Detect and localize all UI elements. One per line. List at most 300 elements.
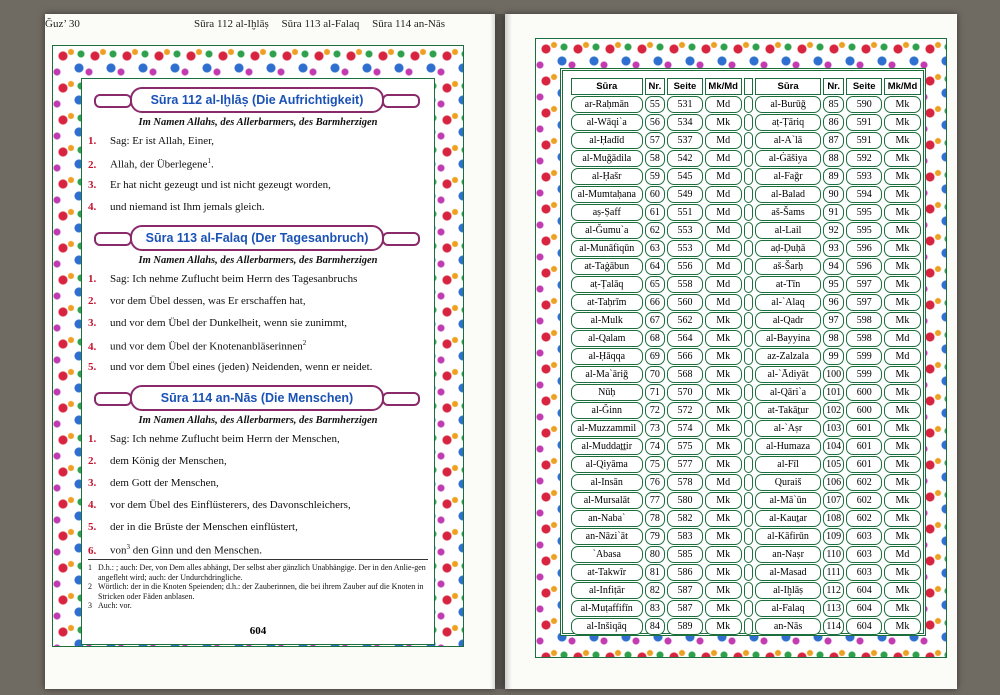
- page-cell: 553: [667, 240, 702, 257]
- sura-name-cell: al-Insān: [571, 474, 643, 491]
- page-cell: 574: [667, 420, 702, 437]
- sura-number-cell: 55: [645, 96, 666, 113]
- verse: [88, 273, 428, 285]
- sura-name-cell: ar-Raḥmān: [571, 96, 643, 113]
- verse-text: dem Gott der Menschen,: [110, 477, 219, 489]
- verse-text: und vor dem Übel der Dunkelheit, wenn sie zunimmt,: [110, 317, 348, 329]
- sura-name-cell: an-Naṣr: [755, 546, 821, 563]
- column-gap: [744, 114, 754, 131]
- revelation-cell: Mk: [884, 474, 921, 491]
- sura-number-cell: 77: [645, 492, 666, 509]
- verse-number: 3.: [88, 179, 97, 191]
- sura-number-cell: 60: [645, 186, 666, 203]
- revelation-cell: Md: [705, 186, 742, 203]
- sura-name-cell: at-Taġābun: [571, 258, 643, 275]
- column-gap: [744, 96, 754, 113]
- page-cell: 598: [846, 312, 881, 329]
- sura-number-cell: 110: [823, 546, 845, 563]
- sura-name-cell: al-Falaq: [755, 600, 821, 617]
- revelation-cell: Mk: [884, 600, 921, 617]
- verse-number: 3.: [88, 317, 97, 329]
- sura-number-cell: 107: [823, 492, 845, 509]
- revelation-cell: Mk: [705, 564, 742, 581]
- sura-name-cell: al-A`lā: [755, 132, 821, 149]
- sura-number-cell: 59: [645, 168, 666, 185]
- revelation-cell: Md: [705, 168, 742, 185]
- verse-number: 4.: [88, 340, 97, 353]
- page-cell: 600: [846, 402, 881, 419]
- table-row: [571, 618, 921, 635]
- basmala: Im Namen Allahs, des Allerbarmers, des Barmherzigen: [138, 117, 378, 128]
- sura-number-cell: 83: [645, 600, 666, 617]
- sura-name-cell: at-Takwīr: [571, 564, 643, 581]
- page-cell: 594: [846, 186, 881, 203]
- table-row: [571, 312, 921, 329]
- revelation-cell: Mk: [705, 114, 742, 131]
- page-cell: 591: [846, 114, 881, 131]
- page-cell: 580: [667, 492, 702, 509]
- sura-name-cell: an-Nās: [755, 618, 821, 635]
- verse-number: 2.: [88, 295, 97, 307]
- sura-number-cell: 71: [645, 384, 666, 401]
- page-cell: 556: [667, 258, 702, 275]
- sura-number-cell: 103: [823, 420, 845, 437]
- page-cell: 597: [846, 276, 881, 293]
- page-cell: 551: [667, 204, 702, 221]
- running-head-sura: Sūra 113 al-Falaq: [281, 18, 360, 30]
- sura-name-cell: `Abasa: [571, 546, 643, 563]
- sura-index-panel: [560, 68, 926, 636]
- column-gap: [744, 222, 754, 239]
- sura-number-cell: 63: [645, 240, 666, 257]
- sura-name-cell: at-Taḥrīm: [571, 294, 643, 311]
- page-cell: 604: [846, 582, 881, 599]
- sura-number-cell: 65: [645, 276, 666, 293]
- sura-number-cell: 112: [823, 582, 845, 599]
- revelation-cell: Mk: [884, 150, 921, 167]
- sura-number-cell: 111: [823, 564, 845, 581]
- sura-number-cell: 85: [823, 96, 845, 113]
- page-cell: 603: [846, 528, 881, 545]
- sura-name-cell: al-Kauṯar: [755, 510, 821, 527]
- page-cell: 558: [667, 276, 702, 293]
- sura-title: Sūra 114 an-Nās (Die Menschen): [130, 385, 384, 411]
- sura-name-cell: aš-Šarḥ: [755, 258, 821, 275]
- revelation-cell: Md: [705, 276, 742, 293]
- revelation-cell: Mk: [705, 456, 742, 473]
- footnote: [88, 601, 428, 611]
- sura-number-cell: 87: [823, 132, 845, 149]
- page-cell: 587: [667, 600, 702, 617]
- revelation-cell: Md: [705, 474, 742, 491]
- sura-number-cell: 101: [823, 384, 845, 401]
- sura-number-cell: 93: [823, 240, 845, 257]
- page-cell: 602: [846, 510, 881, 527]
- sura-name-cell: al-Qalam: [571, 330, 643, 347]
- page-cell: 593: [846, 168, 881, 185]
- sura-number-cell: 76: [645, 474, 666, 491]
- verse-number: 4.: [88, 201, 97, 213]
- revelation-cell: Mk: [705, 330, 742, 347]
- page-cell: 568: [667, 366, 702, 383]
- juz-label: Ğuz’ 30: [45, 18, 80, 30]
- column-gap: [744, 240, 754, 257]
- revelation-cell: Mk: [884, 438, 921, 455]
- revelation-cell: Mk: [705, 384, 742, 401]
- sura-name-cell: al-Lail: [755, 222, 821, 239]
- page-cell: 604: [846, 618, 881, 635]
- revelation-cell: Md: [705, 132, 742, 149]
- sura-name-cell: al-Muzzammil: [571, 420, 643, 437]
- revelation-cell: Mk: [884, 204, 921, 221]
- col-header-seite: Seite: [846, 78, 881, 95]
- page-cell: 596: [846, 258, 881, 275]
- sura-number-cell: 56: [645, 114, 666, 131]
- revelation-cell: Mk: [705, 510, 742, 527]
- page-cell: 562: [667, 312, 702, 329]
- revelation-cell: Mk: [884, 384, 921, 401]
- revelation-cell: Md: [884, 330, 921, 347]
- sura-name-cell: al-Ḥadīd: [571, 132, 643, 149]
- col-header-sura: Sūra: [755, 78, 821, 95]
- sura-number-cell: 82: [645, 582, 666, 599]
- footnote-number: 1: [88, 563, 92, 572]
- sura-number-cell: 81: [645, 564, 666, 581]
- page-cell: 575: [667, 438, 702, 455]
- revelation-cell: Mk: [705, 492, 742, 509]
- page-cell: 545: [667, 168, 702, 185]
- column-gap: [744, 528, 754, 545]
- verse: [88, 179, 428, 191]
- table-row: [571, 438, 921, 455]
- page-cell: 566: [667, 348, 702, 365]
- basmala: Im Namen Allahs, des Allerbarmers, des Barmherzigen: [138, 255, 378, 266]
- table-row: [571, 222, 921, 239]
- sura-number-cell: 68: [645, 330, 666, 347]
- column-gap: [744, 204, 754, 221]
- verse-text: Sag: Er ist Allah, Einer,: [110, 135, 215, 147]
- page-cell: 560: [667, 294, 702, 311]
- verse: [88, 157, 428, 171]
- revelation-cell: Md: [705, 222, 742, 239]
- col-header-mkmd: Mk/Md: [705, 78, 742, 95]
- col-header-nr: Nr.: [823, 78, 845, 95]
- page-cell: 564: [667, 330, 702, 347]
- table-row: [571, 528, 921, 545]
- verse: [88, 135, 428, 147]
- running-head-sura: Sūra 114 an-Nās: [372, 18, 445, 30]
- revelation-cell: Mk: [884, 168, 921, 185]
- verse-text-end: den Ginn und den Menschen.: [130, 544, 262, 557]
- column-gap: [744, 366, 754, 383]
- column-gap: [744, 348, 754, 365]
- revelation-cell: Mk: [884, 96, 921, 113]
- verse: [88, 499, 428, 511]
- revelation-cell: Md: [705, 240, 742, 257]
- sura-number-cell: 74: [645, 438, 666, 455]
- col-header-mkmd: Mk/Md: [884, 78, 921, 95]
- sura-name-cell: al-Humaza: [755, 438, 821, 455]
- table-row: [571, 330, 921, 347]
- sura-number-cell: 78: [645, 510, 666, 527]
- footnote-ref[interactable]: 3: [126, 543, 130, 551]
- column-gap: [744, 186, 754, 203]
- page-cell: 602: [846, 474, 881, 491]
- page-cell: 591: [846, 132, 881, 149]
- sura-name-cell: at-Tīn: [755, 276, 821, 293]
- sura-number-cell: 114: [823, 618, 845, 635]
- verse-text: vor dem Übel dessen, was Er erschaffen hat,: [110, 295, 306, 307]
- revelation-cell: Mk: [884, 492, 921, 509]
- sura-name-cell: al-Qiyāma: [571, 456, 643, 473]
- page-cell: 598: [846, 330, 881, 347]
- page-cell: 589: [667, 618, 702, 635]
- page-number: 604: [249, 625, 267, 637]
- sura-name-cell: al-Faǧr: [755, 168, 821, 185]
- sura-name-cell: al-Wāqi`a: [571, 114, 643, 131]
- page-cell: 604: [846, 600, 881, 617]
- revelation-cell: Mk: [884, 510, 921, 527]
- revelation-cell: Mk: [705, 366, 742, 383]
- sura-name-cell: al-Ma`āriǧ: [571, 366, 643, 383]
- sura-number-cell: 58: [645, 150, 666, 167]
- revelation-cell: Md: [884, 546, 921, 563]
- column-gap: [744, 402, 754, 419]
- page-cell: 601: [846, 438, 881, 455]
- sura-name-cell: al-Mumtaḥana: [571, 186, 643, 203]
- sura-index-body: [571, 96, 921, 635]
- sura-number-cell: 88: [823, 150, 845, 167]
- verse-text: und vor dem Übel eines (jeden) Neidenden, wenn er neidet.: [110, 361, 373, 373]
- sura-number-cell: 102: [823, 402, 845, 419]
- sura-name-cell: al-Qadr: [755, 312, 821, 329]
- sura-number-cell: 84: [645, 618, 666, 635]
- revelation-cell: Mk: [884, 366, 921, 383]
- column-gap: [744, 276, 754, 293]
- sura-name-cell: al-Inšiqāq: [571, 618, 643, 635]
- verse: [88, 339, 428, 353]
- column-gap: [744, 582, 754, 599]
- page-cell: 553: [667, 222, 702, 239]
- table-header-row: [571, 78, 921, 95]
- verse-number: 3.: [88, 477, 97, 489]
- sura-title: Sūra 113 al-Falaq (Der Tagesanbruch): [130, 225, 384, 251]
- column-gap: [744, 600, 754, 617]
- col-header-sura: Sūra: [571, 78, 643, 95]
- page-cell: 534: [667, 114, 702, 131]
- sura-name-cell: al-Kāfirūn: [755, 528, 821, 545]
- page-cell: 585: [667, 546, 702, 563]
- column-gap: [744, 258, 754, 275]
- column-gap: [744, 420, 754, 437]
- column-gap: [744, 78, 754, 95]
- sura-name-cell: al-Masad: [755, 564, 821, 581]
- verse-text: Sag: Ich nehme Zuflucht beim Herrn der Menschen,: [110, 433, 340, 445]
- column-gap: [744, 150, 754, 167]
- sura-name-cell: al-Muǧādila: [571, 150, 643, 167]
- verse-number: 2.: [88, 455, 97, 467]
- verse: [88, 201, 428, 213]
- page-cell: 587: [667, 582, 702, 599]
- column-gap: [744, 510, 754, 527]
- revelation-cell: Mk: [884, 258, 921, 275]
- page-cell: 600: [846, 384, 881, 401]
- revelation-cell: Mk: [705, 420, 742, 437]
- page-cell: 570: [667, 384, 702, 401]
- footnote: [88, 582, 428, 601]
- page-cell: 596: [846, 240, 881, 257]
- table-row: [571, 186, 921, 203]
- revelation-cell: Mk: [705, 618, 742, 635]
- footnotes: [88, 559, 428, 611]
- revelation-cell: Mk: [705, 528, 742, 545]
- footnote-number: 2: [88, 582, 92, 591]
- footnote-text: Wörtlich: der in die Knoten Speienden; d.h.: der Zauberinnen, die bei ihrem Zauber auf die Knoten in Stricken oder Fäden anblasen.: [98, 582, 424, 601]
- sura-name-cell: al-Mulk: [571, 312, 643, 329]
- sura-number-cell: 67: [645, 312, 666, 329]
- verse-text: der in die Brüste der Menschen einflüstert,: [110, 521, 298, 533]
- sura-number-cell: 98: [823, 330, 845, 347]
- sura-name-cell: al-Muṭaffifīn: [571, 600, 643, 617]
- table-row: [571, 114, 921, 131]
- column-gap: [744, 294, 754, 311]
- page-cell: 577: [667, 456, 702, 473]
- revelation-cell: Mk: [705, 600, 742, 617]
- verse-number: 6.: [88, 544, 97, 557]
- verse-text: Er hat nicht gezeugt und ist nicht gezeugt worden,: [110, 179, 331, 191]
- sura-name-cell: az-Zalzala: [755, 348, 821, 365]
- column-gap: [744, 456, 754, 473]
- footnote-text: Auch: vor.: [98, 601, 132, 610]
- sura-name-cell: al-Iḫlāṣ: [755, 582, 821, 599]
- sura-number-cell: 92: [823, 222, 845, 239]
- table-row: [571, 474, 921, 491]
- verse: [88, 477, 428, 489]
- revelation-cell: Md: [705, 150, 742, 167]
- verse: [88, 317, 428, 329]
- sura-name-cell: al-`Aṣr: [755, 420, 821, 437]
- verse: [88, 433, 428, 445]
- sura-name-cell: al-`Ādiyāt: [755, 366, 821, 383]
- sura-number-cell: 73: [645, 420, 666, 437]
- verse-text: Allah, der Überlegene: [110, 158, 208, 171]
- sura-number-cell: 95: [823, 276, 845, 293]
- footnote-text: D.h.: ; auch: Der, von Dem alles abhängt, Der selbst aber gänzlich Unabhängige. Der in den Anlie-gen angefleht wird; auch: der Undurchdringliche.: [98, 563, 426, 582]
- table-row: [571, 276, 921, 293]
- revelation-cell: Mk: [884, 528, 921, 545]
- sura-name-cell: al-Bayyina: [755, 330, 821, 347]
- sura-number-cell: 109: [823, 528, 845, 545]
- revelation-cell: Md: [884, 348, 921, 365]
- column-gap: [744, 618, 754, 635]
- sura-name-cell: an-Nāzi`āt: [571, 528, 643, 545]
- sura-name-cell: al-Ḥāqqa: [571, 348, 643, 365]
- page-cell: 595: [846, 204, 881, 221]
- sura-title: Sūra 112 al-Iḫlāṣ (Die Aufrichtigkeit): [130, 87, 384, 113]
- revelation-cell: Mk: [884, 456, 921, 473]
- column-gap: [744, 384, 754, 401]
- verse-number: 4.: [88, 499, 97, 511]
- verse: [88, 361, 428, 373]
- verse-number: 5.: [88, 361, 97, 373]
- sura-number-cell: 80: [645, 546, 666, 563]
- table-row: [571, 366, 921, 383]
- footnote-ref[interactable]: 2: [302, 339, 307, 347]
- revelation-cell: Mk: [705, 582, 742, 599]
- sura-number-cell: 70: [645, 366, 666, 383]
- sura-number-cell: 105: [823, 456, 845, 473]
- revelation-cell: Mk: [884, 222, 921, 239]
- sura-number-cell: 79: [645, 528, 666, 545]
- footnote-ref[interactable]: 1: [207, 157, 211, 165]
- revelation-cell: Mk: [884, 240, 921, 257]
- table-row: [571, 510, 921, 527]
- page-cell: 601: [846, 456, 881, 473]
- sura-name-cell: al-Qāri`a: [755, 384, 821, 401]
- column-gap: [744, 564, 754, 581]
- sura-number-cell: 89: [823, 168, 845, 185]
- sura-number-cell: 96: [823, 294, 845, 311]
- table-row: [571, 546, 921, 563]
- column-gap: [744, 546, 754, 563]
- revelation-cell: Mk: [884, 186, 921, 203]
- verse: [88, 543, 428, 557]
- table-row: [571, 348, 921, 365]
- revelation-cell: Mk: [705, 312, 742, 329]
- page-cell: 595: [846, 222, 881, 239]
- sura-number-cell: 64: [645, 258, 666, 275]
- revelation-cell: Md: [705, 258, 742, 275]
- table-row: [571, 492, 921, 509]
- verse-text: Sag: Ich nehme Zuflucht beim Herrn des Tagesanbruchs: [110, 273, 358, 285]
- revelation-cell: Mk: [884, 114, 921, 131]
- revelation-cell: Mk: [884, 582, 921, 599]
- revelation-cell: Mk: [705, 546, 742, 563]
- verse-number: 2.: [88, 158, 97, 171]
- revelation-cell: Mk: [705, 402, 742, 419]
- sura-name-cell: aṣ-Ṣaff: [571, 204, 643, 221]
- page-cell: 578: [667, 474, 702, 491]
- sura-name-cell: an-Naba`: [571, 510, 643, 527]
- sura-number-cell: 69: [645, 348, 666, 365]
- sura-number-cell: 100: [823, 366, 845, 383]
- running-head-suras: [184, 18, 445, 30]
- footnote: [88, 563, 428, 582]
- sura-name-cell: Nūḥ: [571, 384, 643, 401]
- table-row: [571, 132, 921, 149]
- column-gap: [744, 474, 754, 491]
- revelation-cell: Mk: [884, 420, 921, 437]
- table-row: [571, 150, 921, 167]
- verse: [88, 295, 428, 307]
- sura-number-cell: 97: [823, 312, 845, 329]
- revelation-cell: Mk: [884, 564, 921, 581]
- sura-number-cell: 113: [823, 600, 845, 617]
- sura-name-cell: al-Mursalāt: [571, 492, 643, 509]
- page-cell: 542: [667, 150, 702, 167]
- page-cell: 597: [846, 294, 881, 311]
- page-cell: 599: [846, 366, 881, 383]
- revelation-cell: Mk: [884, 132, 921, 149]
- verse-number: 5.: [88, 521, 97, 533]
- page-cell: 603: [846, 546, 881, 563]
- sura-name-cell: al-Fīl: [755, 456, 821, 473]
- sura-number-cell: 104: [823, 438, 845, 455]
- column-gap: [744, 312, 754, 329]
- col-header-seite: Seite: [667, 78, 702, 95]
- sura-name-cell: al-Balad: [755, 186, 821, 203]
- revelation-cell: Mk: [884, 402, 921, 419]
